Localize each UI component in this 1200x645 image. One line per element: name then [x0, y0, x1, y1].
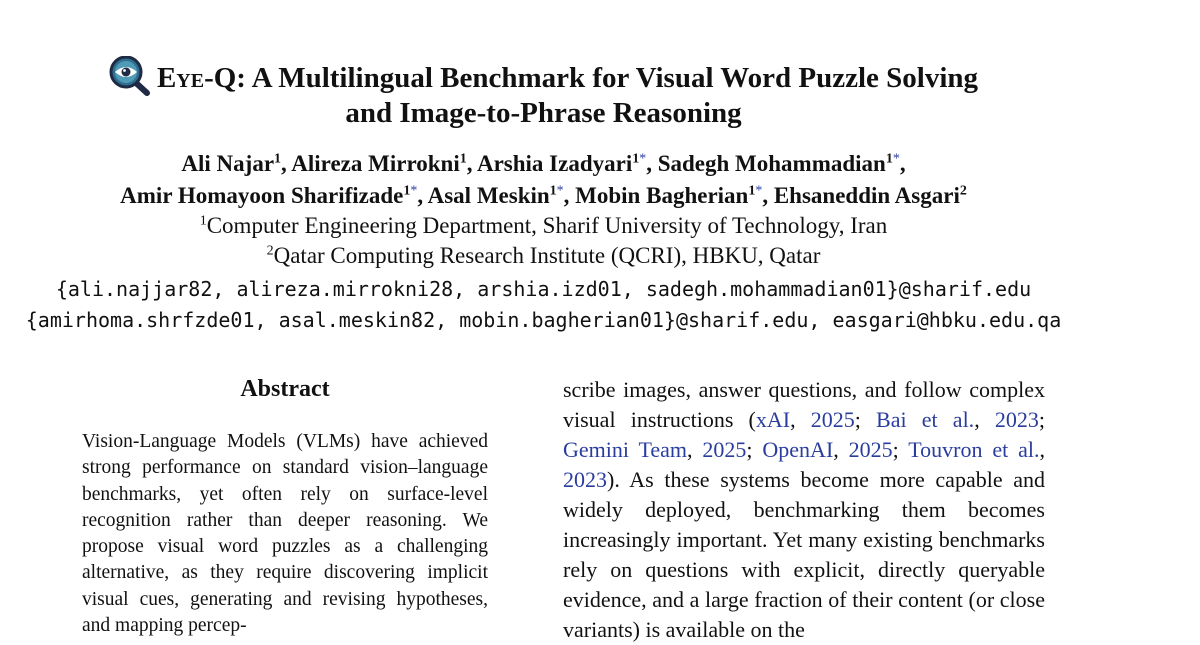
author-name: Asal Meskin	[427, 183, 550, 208]
author-name: Alireza Mirrokni	[291, 151, 460, 176]
citation-link[interactable]: 2025	[848, 437, 893, 462]
citation-link[interactable]: Touvron et al.	[908, 437, 1040, 462]
citation-link[interactable]: OpenAI	[762, 437, 834, 462]
equal-contribution-mark[interactable]: *	[410, 183, 418, 199]
author-affiliation-mark: 1	[632, 151, 640, 167]
title-benchmark-name: Eye-Q	[156, 62, 237, 94]
author-affiliation-mark: 1	[403, 183, 411, 199]
author-affiliation-mark: 1	[549, 183, 557, 199]
citation-link[interactable]: Gemini Team	[563, 437, 688, 462]
equal-contribution-mark[interactable]: *	[556, 183, 564, 199]
email-line-1: {ali.najjar82, alireza.mirrokni28, arshia.izd01, sadegh.mohammadian01}@sharif.edu	[55, 277, 1032, 301]
author-affiliation-mark: 1	[459, 151, 467, 167]
affiliation-2: $^2$Qatar Computing Research Institute (QCRI), HBKU, Qatar	[266, 243, 821, 268]
title-line-1	[0, 56, 1087, 96]
author-name: Arshia Izadyari	[476, 151, 633, 176]
citation-link[interactable]: 2023	[994, 407, 1039, 432]
magnifier-eye-icon	[109, 56, 151, 96]
equal-contribution-mark[interactable]: *	[755, 183, 763, 199]
title-rest: : A Multilingual Benchmark for Visual Word Puzzle Solving	[236, 62, 979, 94]
author-name: Sadegh Mohammadian	[657, 151, 886, 176]
intro-paragraph: scribe images, answer questions, and follow complex visual instructions (xAI, 2025; Bai et al., 2023; Gemini Team, 2025; OpenAI, 2025; Touvron et al., 2023). As these systems become more capable and widely deployed, benchmarking them becomes increasingly important. Yet many existing benchmarks rely on questions with explicit, directly queryable evidence, and a large fraction of their content (or close variants) is available on the	[563, 377, 1046, 642]
citation-link[interactable]: 2023	[563, 467, 607, 492]
email-line-2: {amirhoma.shrfzde01, asal.meskin82, mobin.bagherian01}@sharif.edu, easgari@hbku.edu.qa	[25, 308, 1062, 332]
author-name: Amir Homayoon Sharifizade	[120, 183, 404, 208]
citation-link[interactable]: Bai et al.	[876, 407, 975, 432]
abstract-text: Vision-Language Models (VLMs) have achieved strong performance on standard vision–language benchmarks, yet often rely on surface-level recognition rather than deeper reasoning. We propose visual word puzzles as a challenging alternative, as they require discovering implicit visual cues, generating and revising hypotheses, and mapping percep-	[82, 431, 488, 637]
paper-title	[0, 56, 1087, 131]
author-name: Mobin Bagherian	[575, 183, 749, 208]
abstract-heading: Abstract	[240, 376, 330, 402]
author-line-2: Amir Homayoon Sharifizade$^{1*}$, Asal Meskin$^{1*}$, Mobin Bagherian$^{1*}$, Ehsaneddin Asgari$^2$	[120, 183, 967, 208]
equal-contribution-mark[interactable]: *	[639, 151, 647, 167]
author-name: Ali Najar	[181, 151, 275, 176]
author-affiliation-mark: 1	[885, 151, 893, 167]
author-name: Ehsaneddin Asgari	[773, 183, 960, 208]
affiliation-1: $^1$Computer Engineering Department, Sharif University of Technology, Iran	[199, 213, 888, 238]
citation-link[interactable]: 2025	[702, 437, 747, 462]
title-line-2: and Image-to-Phrase Reasoning	[345, 97, 742, 129]
author-affiliation-mark: 1	[748, 183, 756, 199]
author-list	[0, 148, 1087, 212]
author-line-1: Ali Najar$^1$, Alireza Mirrokni$^1$, Arshia Izadyari$^{1*}$, Sadegh Mohammadian$^{1*}$,	[181, 151, 906, 176]
author-affiliation-mark: 1	[274, 151, 282, 167]
equal-contribution-mark[interactable]: *	[892, 151, 900, 167]
citation-link[interactable]: 2025	[810, 407, 855, 432]
author-affiliation-mark: 2	[959, 183, 967, 199]
citation-link[interactable]: xAI	[755, 407, 791, 432]
